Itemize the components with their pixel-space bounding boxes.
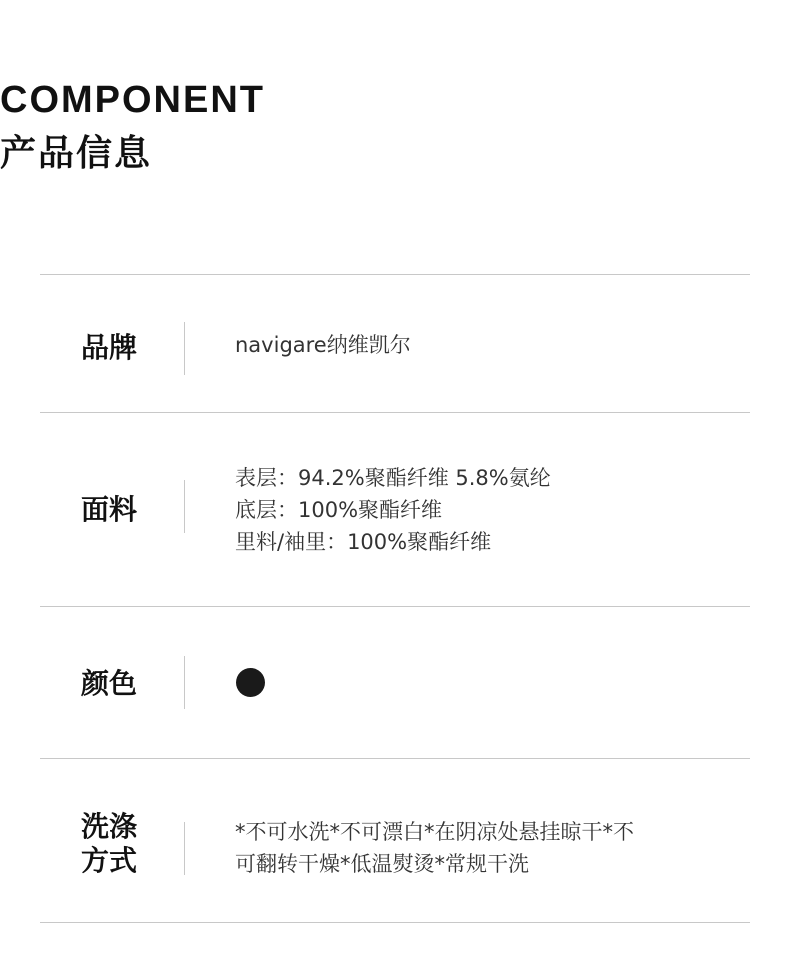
washing-label [81,810,161,878]
divider [40,922,750,923]
fabric-line-outer: 表层：94.2%聚酯纤维 5.8%氨纶 [235,466,551,490]
color-swatch [236,668,265,697]
washing-row [40,759,750,923]
row-separator [184,480,185,533]
brand-row [40,275,750,413]
washing-value [235,816,715,880]
color-row [40,607,750,758]
brand-label: 品牌 [81,331,138,364]
washing-line: *不可水洗*不可漂白*在阴凉处悬挂晾干*不 [235,820,634,844]
color-label: 颜色 [81,667,138,700]
title-english: COMPONENT [0,79,265,121]
washing-label-line: 方式 [81,844,138,877]
title-chinese: 产品信息 [0,133,153,174]
fabric-line-base: 底层：100%聚酯纤维 [235,498,443,522]
row-separator [184,656,185,709]
row-separator [184,322,185,375]
washing-label-line: 洗涤 [81,810,138,843]
fabric-line-lining: 里料/袖里：100%聚酯纤维 [235,530,492,554]
row-separator [184,822,185,875]
brand-value [235,329,715,361]
fabric-label: 面料 [81,493,138,526]
brand-value-line: navigare纳维凯尔 [235,333,411,357]
fabric-row [40,413,750,606]
washing-line: 可翻转干燥*低温熨烫*常规干洗 [235,852,529,876]
fabric-value [235,462,715,558]
